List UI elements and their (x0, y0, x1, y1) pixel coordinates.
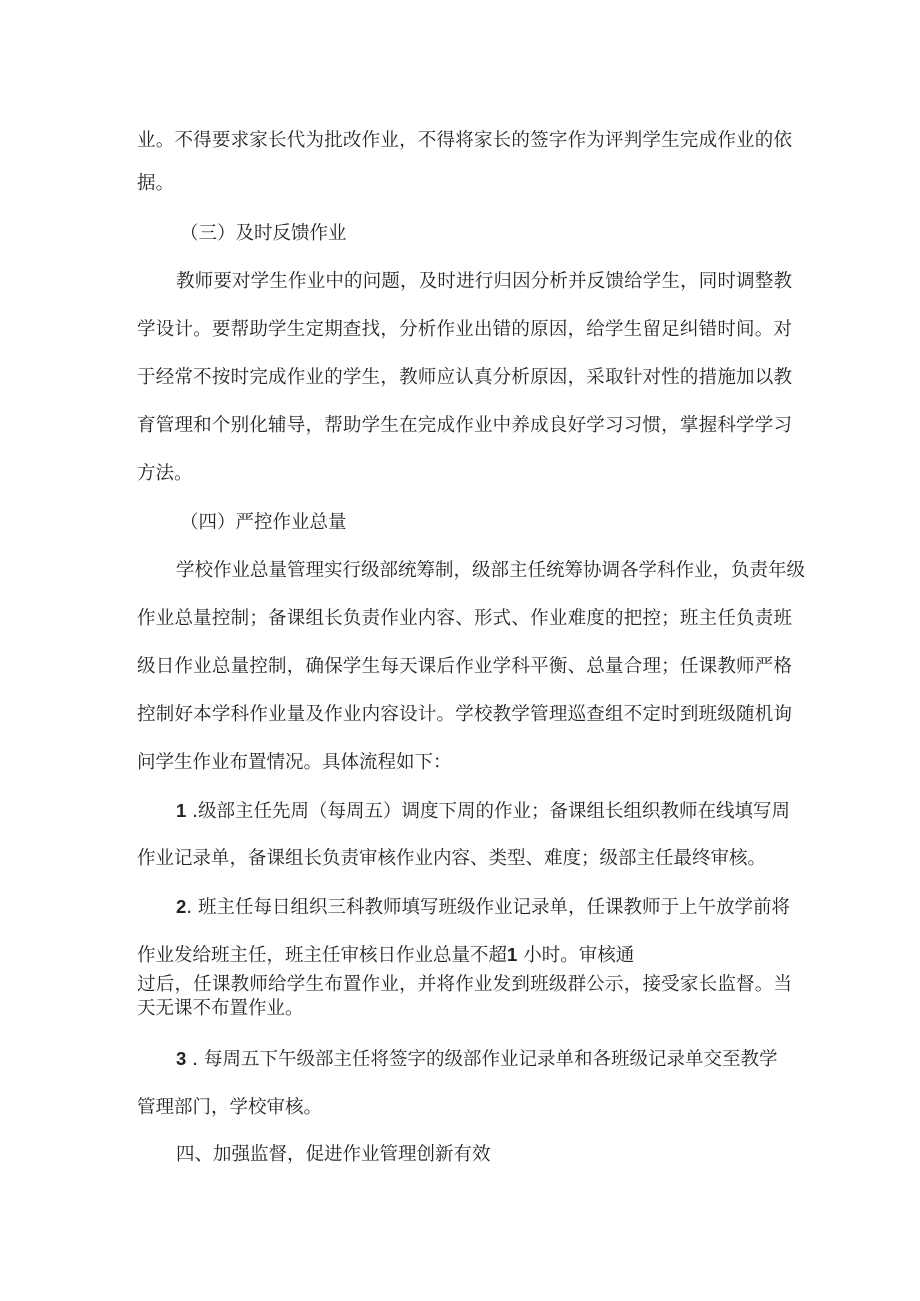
list-number: 1 (176, 800, 187, 821)
paragraph-line: 业。不得要求家长代为批改作业，不得将家长的签字作为评判学生完成作业的依 (137, 130, 792, 151)
paragraph-line: 于经常不按时完成作业的学生，教师应认真分析原因，采取针对性的措施加以教 (137, 367, 792, 388)
list-number: 2 (176, 896, 187, 917)
list-item-3 (176, 1046, 777, 1073)
paragraph-line: 育管理和个别化辅导，帮助学生在完成作业中养成良好学习习惯，掌握科学学习 (137, 415, 792, 436)
list-item-text: . 每周五下午级部主任将签字的级部作业记录单和各班级记录单交至教学 (186, 1049, 778, 1070)
paragraph-line: 学校作业总量管理实行级部统筹制，级部主任统筹协调各学科作业，负责年级 (176, 560, 806, 581)
paragraph-line: 控制好本学科作业量及作业内容设计。学校教学管理巡查组不定时到班级随机询 (137, 704, 792, 725)
paragraph-line (137, 942, 634, 969)
text-segment: 作业发给班主任，班主任审核日作业总量不超 (137, 945, 508, 966)
section-heading: （四）严控作业总量 (180, 512, 347, 533)
paragraph-line: 学设计。要帮助学生定期查找，分析作业出错的原因，给学生留足纠错时间。对 (137, 319, 792, 340)
paragraph-line: 问学生作业布置情况。具体流程如下： (137, 752, 452, 773)
paragraph-line: 天无课不布置作业。 (137, 998, 304, 1019)
list-item-text: .级部主任先周（每周五）调度下周的作业；备课组长组织教师在线填写周 (186, 801, 791, 822)
paragraph-line: 作业总量控制；备课组长负责作业内容、形式、作业难度的把控；班主任负责班 (137, 608, 792, 629)
section-heading: （三）及时反馈作业 (180, 223, 347, 244)
section-title: 四、加强监督，促进作业管理创新有效 (176, 1144, 491, 1165)
paragraph-line: 级日作业总量控制，确保学生每天课后作业学科平衡、总量合理；任课教师严格 (137, 656, 792, 677)
paragraph-line: 过后，任课教师给学生布置作业，并将作业发到班级群公示，接受家长监督。当 (137, 974, 792, 995)
inline-number: 1 (507, 944, 518, 965)
paragraph-line: 作业记录单，备课组长负责审核作业内容、类型、难度；级部主任最终审核。 (137, 848, 767, 869)
paragraph-line: 管理部门，学校审核。 (137, 1097, 323, 1118)
text-segment: 小时。审核通 (517, 945, 635, 966)
list-item-2 (176, 894, 790, 921)
paragraph-line: 教师要对学生作业中的问题，及时进行归因分析并反馈给学生，同时调整教 (176, 271, 792, 292)
paragraph-line: 方法。 (137, 463, 193, 484)
list-item-1 (176, 798, 790, 825)
list-item-text: . 班主任每日组织三科教师填写班级作业记录单，任课教师于上午放学前将 (186, 897, 791, 918)
list-number: 3 (176, 1048, 187, 1069)
paragraph-line: 据。 (137, 173, 175, 194)
